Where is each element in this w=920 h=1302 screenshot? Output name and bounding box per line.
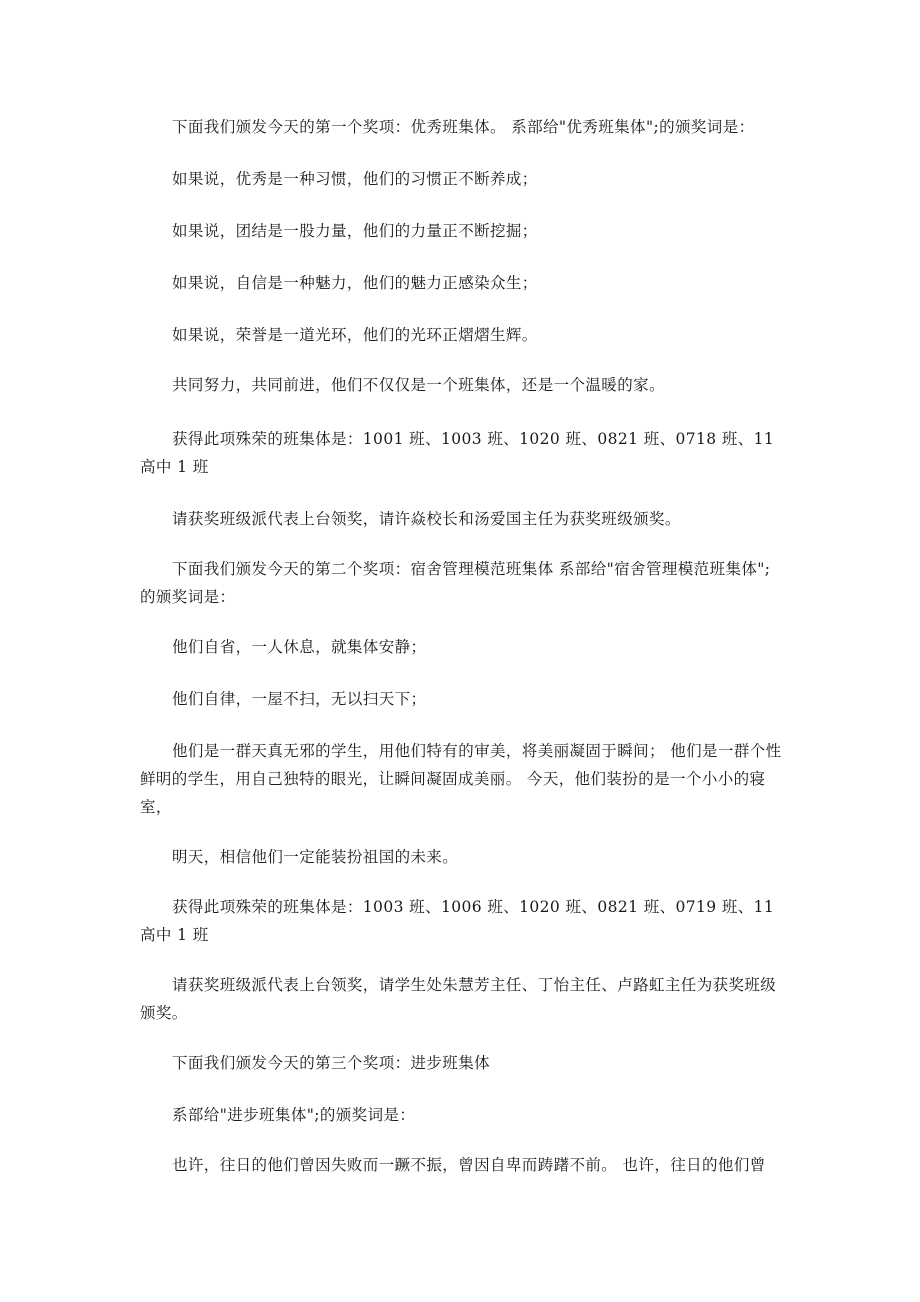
paragraph-citation-line: 如果说，优秀是一种习惯，他们的习惯正不断养成；: [172, 170, 538, 188]
paragraph-winners-list: 获得此项殊荣的班集体是：1003 班、1006 班、1020 班、0821 班、0719 班、11 高中 1 班: [140, 898, 775, 944]
paragraph-citation-line: 如果说，荣誉是一道光环，他们的光环正熠熠生辉。: [172, 326, 538, 344]
paragraph-winners-list: 获得此项殊荣的班集体是：1001 班、1003 班、1020 班、0821 班、0718 班、11 高中 1 班: [140, 430, 775, 476]
paragraph-citation-line: 他们自省，一人休息，就集体安静；: [172, 638, 427, 656]
paragraph-presenter-invite: 请获奖班级派代表上台领奖，请学生处朱慧芳主任、丁怡主任、卢路虹主任为获奖班级颁奖。: [140, 976, 777, 1022]
paragraph-award-one-intro: 下面我们颁发今天的第一个奖项：优秀班集体。 系部给"优秀班集体";的颁奖词是：: [172, 118, 755, 136]
paragraph-citation-heading: 系部给"进步班集体";的颁奖词是：: [172, 1106, 416, 1124]
paragraph-citation-line: 明天，相信他们一定能装扮祖国的未来。: [172, 848, 459, 866]
paragraph-citation-line: 如果说，自信是一种魅力，他们的魅力正感染众生；: [172, 274, 538, 292]
paragraph-citation-line: 如果说，团结是一股力量，他们的力量正不断挖掘；: [172, 222, 538, 240]
paragraph-presenter-invite: 请获奖班级派代表上台领奖，请许焱校长和汤爱国主任为获奖班级颁奖。: [172, 510, 681, 528]
paragraph-award-two-intro: 下面我们颁发今天的第二个奖项：宿舍管理模范班集体 系部给"宿舍管理模范班集体";的颁奖词是：: [140, 560, 771, 606]
paragraph-award-three-intro: 下面我们颁发今天的第三个奖项：进步班集体: [172, 1054, 491, 1072]
paragraph-citation-block: 他们是一群天真无邪的学生，用他们特有的审美，将美丽凝固于瞬间； 他们是一群个性鲜明的学生，用自己独特的眼光，让瞬间凝固成美丽。 今天，他们装扮的是一个小小的寝室，: [140, 742, 782, 816]
paragraph-citation-line: 也许，往日的他们曾因失败而一蹶不振，曾因自卑而踌躇不前。 也许，往日的他们曾: [172, 1156, 766, 1174]
paragraph-citation-line: 他们自律，一屋不扫，无以扫天下；: [172, 690, 427, 708]
paragraph-citation-line: 共同努力，共同前进，他们不仅仅是一个班集体，还是一个温暖的家。: [172, 376, 665, 394]
